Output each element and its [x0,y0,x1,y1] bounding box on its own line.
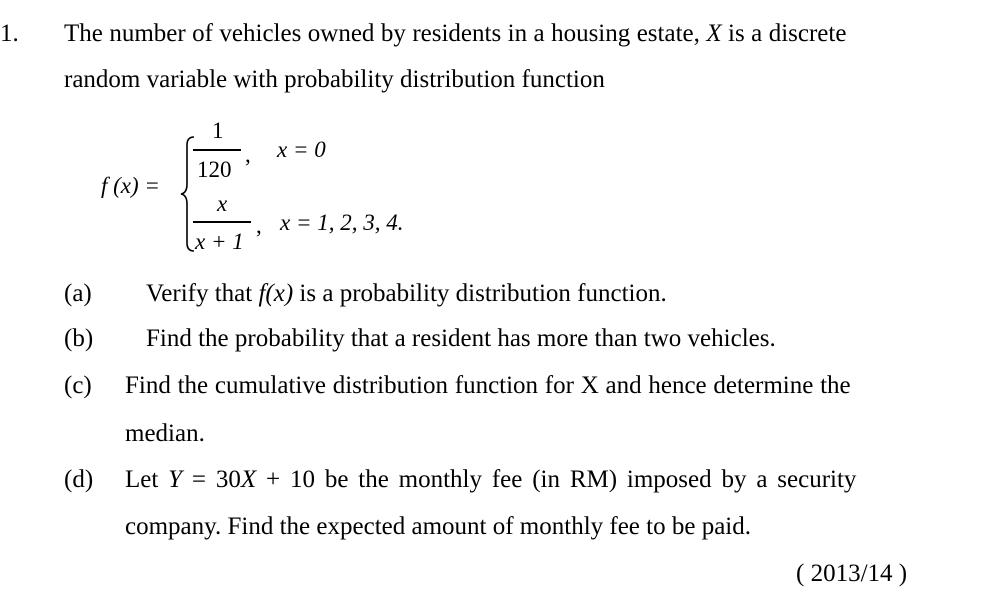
part-d-rest: + 10 be the monthly fee (in RM) imposed by a security [256,466,857,493]
case2-comma: , [256,213,262,238]
case1-denominator: 120 [197,157,232,182]
intro-text-pre: The number of vehicles owned by residents in a housing estate, [64,20,707,47]
source-year: ( 2013/14 ) [796,560,908,587]
intro-text-post: is a discrete [721,20,847,47]
part-b-label: (b) [64,325,94,352]
case1-numerator: 1 [212,118,224,143]
part-a-text-post: is a probability distribution function. [293,280,667,307]
part-d-line-1 [125,467,856,492]
pdf-lhs: f (x) = [101,173,160,198]
question-number: 1. [0,20,19,47]
part-d-var-x: X [240,466,257,493]
case1-fraction-bar [193,149,241,151]
case1-comma: , [245,142,251,167]
case2-condition: x = 1, 2, 3, 4. [280,210,404,235]
intro-variable-x: X [706,20,722,47]
part-a-text [146,281,667,306]
question-intro-line-1 [64,21,846,46]
part-a-fx: f(x) [258,280,294,307]
case1-condition: x = 0 [277,137,326,162]
part-d-label: (d) [64,466,94,493]
case2-numerator: x [217,191,228,216]
question-intro-line-2: random variable with probability distribution function [64,66,605,93]
part-b-text: Find the probability that a resident has more than two vehicles. [146,325,776,352]
case2-denominator: x + 1 [195,229,244,254]
part-a-label: (a) [64,280,92,307]
part-d-let: Let [125,466,169,493]
part-c-line-2: median. [125,420,205,447]
case2-fraction-bar [193,221,251,223]
part-c-line-1: Find the cumulative distribution function for X and hence determine the [125,372,851,399]
part-a-text-pre: Verify that [146,280,259,307]
part-d-eq: = 30 [182,466,241,493]
part-c-label: (c) [64,372,92,399]
part-d-line-2: company. Find the expected amount of monthly fee to be paid. [125,513,751,540]
part-d-var-y: Y [168,466,183,493]
